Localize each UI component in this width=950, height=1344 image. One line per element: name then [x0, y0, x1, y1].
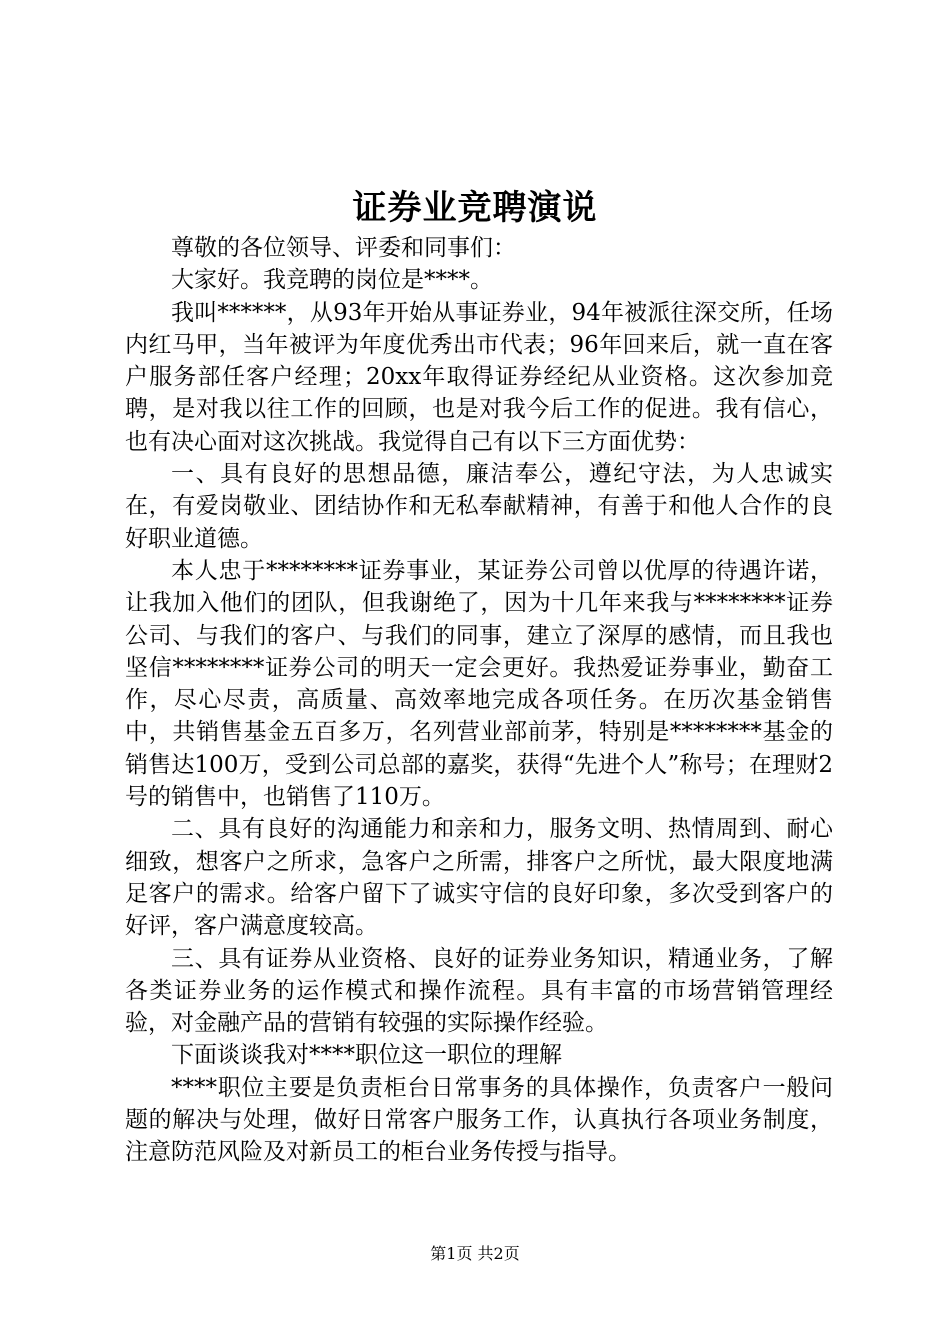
paragraph-loyalty: 本人忠于********证券事业，某证券公司曾以优厚的待遇许诺，让我加入他们的团队，但我谢绝了，因为十几年来我与********证券公司、与我们的客户、与我们的同事，建立了深厚的感情，而且我也坚信********证券公司的明天一定会更好。我热爱证券事业，勤奋工作，尽心尽责，高质量、高效率地完成各项任务。在历次基金销售中，共销售基金五百多万，名列营业部前茅，特别是********基金的销售达100万，受到公司总部的嘉奖，获得“先进个人”称号；在理财2号的销售中，也销售了110万。 [125, 557, 833, 811]
paragraph-advantage-three: 三、具有证券从业资格、良好的证券业务知识，精通业务，了解各类证券业务的运作模式和操作流程。具有丰富的市场营销管理经验，对金融产品的营销有较强的实际操作经验。 [125, 945, 833, 1037]
paragraph-advantage-two: 二、具有良好的沟通能力和亲和力，服务文明、热情周到、耐心细致，想客户之所求，急客户之所需，排客户之所忧，最大限度地满足客户的需求。给客户留下了诚实守信的良好印象，多次受到客户的好评，客户满意度较高。 [125, 816, 833, 940]
document-title: 证券业竞聘演说 [352, 188, 598, 228]
paragraph-position-description: ****职位主要是负责柜台日常事务的具体操作，负责客户一般问题的解决与处理，做好日常客户服务工作，认真执行各项业务制度，注意防范风险及对新员工的柜台业务传授与指导。 [125, 1074, 833, 1166]
paragraph-introduction: 我叫******，从93年开始从事证券业，94年被派往深交所，任场内红马甲，当年被评为年度优秀出市代表；96年回来后，就一直在客户服务部任客户经理；20xx年取得证券经纪从业资格。这次参加竞聘，是对我以往工作的回顾，也是对我今后工作的促进。我有信心，也有决心面对这次挑战。我觉得自己有以下三方面优势： [125, 299, 833, 455]
paragraph-position-heading: 下面谈谈我对****职位这一职位的理解 [171, 1042, 562, 1069]
paragraph-greeting: 大家好。我竞聘的岗位是****。 [171, 267, 493, 294]
paragraph-salutation: 尊敬的各位领导、评委和同事们： [171, 235, 516, 261]
page-number-footer: 第1页 共2页 [430, 1244, 520, 1263]
document-body [125, 232, 833, 1169]
paragraph-advantage-one: 一、具有良好的思想品德，廉洁奉公，遵纪守法，为人忠诚实在，有爱岗敬业、团结协作和无私奉献精神，有善于和他人合作的良好职业道德。 [125, 461, 833, 552]
